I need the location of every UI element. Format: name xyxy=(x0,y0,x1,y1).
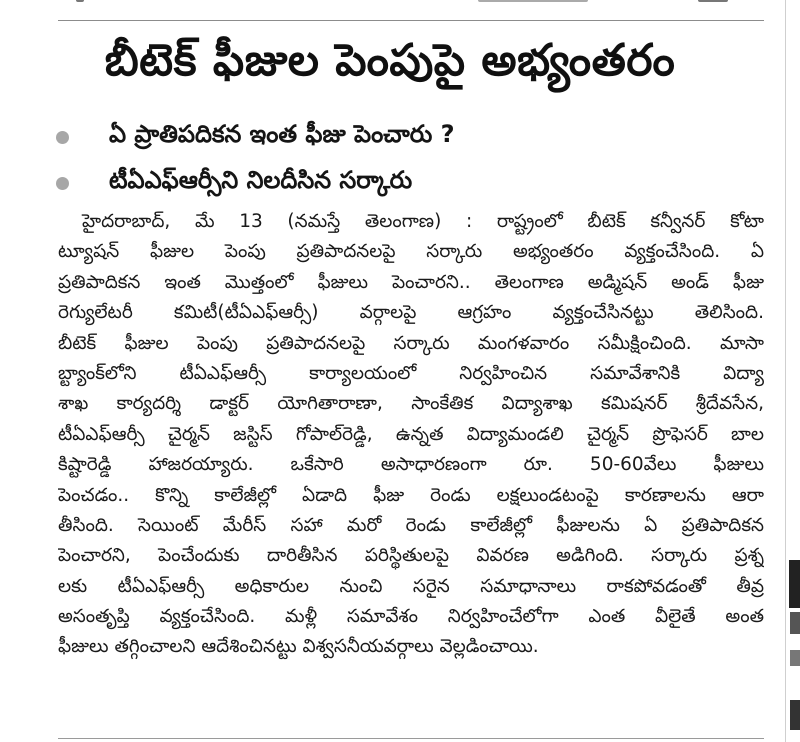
cut-text-fragment xyxy=(76,0,84,2)
cut-text-fragment xyxy=(698,0,728,2)
body-line: బ్ట్యాంక్‌లోని టీఏఎఫ్ఆర్సీ కార్యాలయంలో నిర్వహించిన సమావేశానికి విద్యా xyxy=(58,362,764,384)
adjacent-column-edge xyxy=(785,0,800,742)
body-line: హైదరాబాద్, మే 13 (నమస్తే తెలంగాణ) : రాష్ట్రంలో బీటెక్ కన్వీనర్ కోటా xyxy=(82,211,764,232)
top-divider xyxy=(58,0,764,21)
cut-glyph xyxy=(789,560,800,608)
sub-headline-item xyxy=(56,114,756,160)
body-line: బీటెక్ ఫీజుల పెంపు ప్రతిపాదనలపై సర్కారు మంగళవారం సమీక్షించింది. మాసా xyxy=(58,332,764,354)
sub-headline-item xyxy=(56,160,756,206)
cut-glyph xyxy=(790,700,800,730)
body-line: లకు టీఏఎఫ్ఆర్సీ అధికారుల నుంచి సరైన సమాధానాలు రాకపోవడంతో తీవ్ర xyxy=(58,575,764,597)
sub-headline-text: టీఏఎఫ్ఆర్సీని నిలదీసిన సర్కారు xyxy=(109,166,413,194)
sub-headline-text: ఏ ప్రాతిపదికన ఇంత ఫీజు పెంచారు ? xyxy=(109,120,455,148)
cut-glyph xyxy=(790,650,800,666)
body-line: రెగ్యులేటరీ కమిటీ(టీఏఎఫ్ఆర్సీ) వర్గాలపై ఆగ్రహం వ్యక్తంచేసినట్టు తెలిసింది. xyxy=(58,302,764,324)
bullet-icon xyxy=(56,131,69,144)
bullet-icon xyxy=(56,177,69,190)
bottom-divider xyxy=(58,738,764,739)
body-line: ఫీజులు తగ్గించాలని ఆదేశించినట్టు విశ్వసనీయవర్గాలు వెల్లడించాయి. xyxy=(58,636,539,658)
article-headline: బీటెక్ ఫీజుల పెంపుపై అభ్యంతరం xyxy=(104,35,676,86)
body-line: టీఏఎఫ్ఆర్సీ చైర్మన్ జస్టిస్ గోపాల్‌రెడ్డి, ఉన్నత విద్యామండలి చైర్మన్ ప్రొఫెసర్ బాల xyxy=(58,423,764,445)
body-line: పెంచడం.. కొన్ని కాలేజీల్లో ఏడాది ఫీజు రెండు లక్షలుండటంపై కారణాలను ఆరా xyxy=(58,484,764,506)
sub-headline-list xyxy=(56,114,756,206)
body-line: తీసింది. సెయింట్ మేరీస్ సహా మరో రెండు కాలేజీల్లో ఫీజులను ఏ ప్రతిపాదికన xyxy=(58,514,764,536)
body-line: పెంచారని, పెంచేందుకు దారితీసిన పరిస్థితులపై వివరణ అడిగింది. సర్కారు ప్రశ్న xyxy=(58,545,764,567)
body-line: కిష్టారెడ్డి హాజరయ్యారు. ఒకేసారి అసాధారణంగా రూ. 50-60వేలు ఫీజులు xyxy=(58,454,764,476)
cut-glyph xyxy=(790,612,800,634)
body-line: శాఖ కార్యదర్శి డాక్టర్ యోగితారాణా, సాంకేతిక విద్యాశాఖ కమిషనర్ శ్రీదేవసేన, xyxy=(58,393,764,415)
body-line: ట్యూషన్ ఫీజుల పెంపు ప్రతిపాదనలపై సర్కారు అభ్యంతరం వ్యక్తంచేసింది. ఏ xyxy=(58,241,764,263)
cut-text-fragment xyxy=(478,0,588,2)
body-line: అసంతృప్తి వ్యక్తంచేసింది. మళ్లీ సమావేశం నిర్వహించేలోగా ఎంత వీలైతే అంత xyxy=(58,606,764,628)
body-line: ప్రతిపాదికన ఇంత మొత్తంలో ఫీజులు పెంచారని.. తెలంగాణ అడ్మిషన్ అండ్ ఫీజు xyxy=(58,271,764,293)
article-body xyxy=(58,207,764,663)
